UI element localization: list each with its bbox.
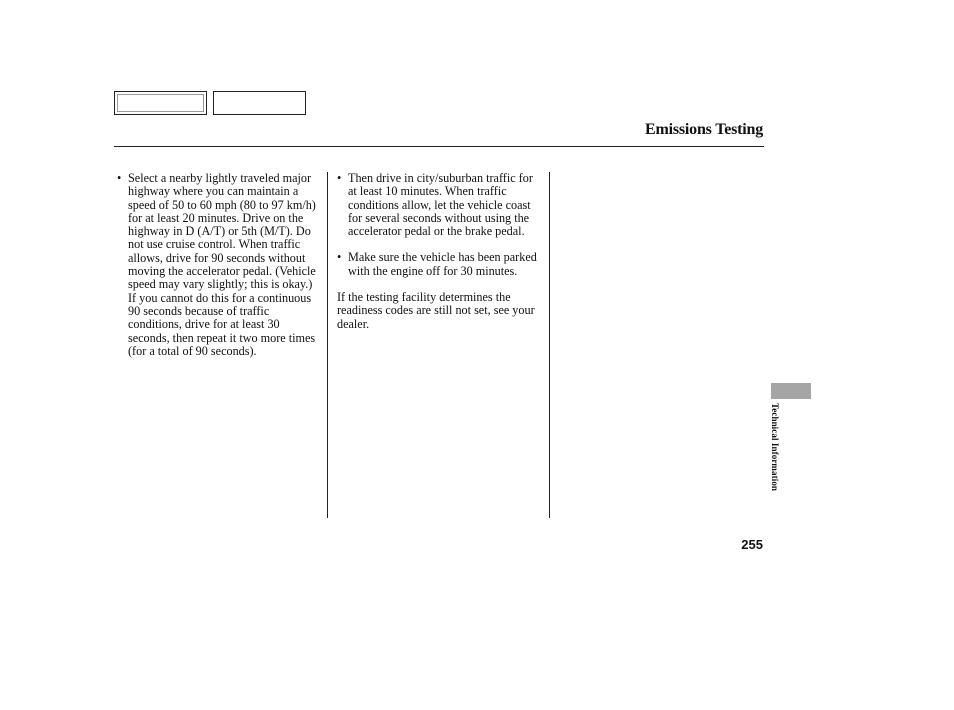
- list-item-text: Make sure the vehicle has been parked with the engine off for 30 minutes.: [348, 250, 537, 278]
- bullet-icon: •: [337, 250, 342, 265]
- list-item: [117, 172, 323, 358]
- list-item: [337, 251, 543, 278]
- list-item: [337, 172, 543, 238]
- page-number: 255: [741, 537, 763, 552]
- list-item-text: Then drive in city/suburban traffic for at least 10 minutes. When traffic conditions allow, let the vehicle coast for several seconds without using the accelerator pedal or the brake pedal.: [348, 171, 533, 239]
- text-column-2: [337, 172, 543, 331]
- page-title: Emissions Testing: [645, 121, 763, 138]
- bullet-icon: •: [117, 171, 122, 185]
- section-tab[interactable]: [771, 383, 811, 399]
- bullet-icon: •: [337, 171, 342, 185]
- index-nav-button[interactable]: [213, 91, 306, 115]
- section-label: Technical Information: [770, 403, 780, 492]
- column-divider-1: [327, 172, 328, 518]
- text-column-1: [117, 172, 323, 371]
- title-rule: [114, 146, 764, 147]
- body-paragraph: If the testing facility determines the readiness codes are still not set, see your dealer.: [337, 290, 535, 331]
- contents-nav-button[interactable]: [114, 91, 207, 115]
- list-item-text: Select a nearby lightly traveled major highway where you can maintain a speed of 50 to 60 mph (80 to 97 km/h) for at least 20 minutes. Drive on the highway in D (A/T) or 5th (M/T). Do not use cruise control. When traffic allows, drive for 90 seconds without moving the accelerator pedal. (Vehicle speed may vary slightly; this is okay.) If you cannot do this for a continuous 90 seconds because of traffic conditions, drive for at least 30 seconds, then repeat it two more times (for a total of 90 seconds).: [128, 171, 316, 358]
- column-divider-2: [549, 172, 550, 518]
